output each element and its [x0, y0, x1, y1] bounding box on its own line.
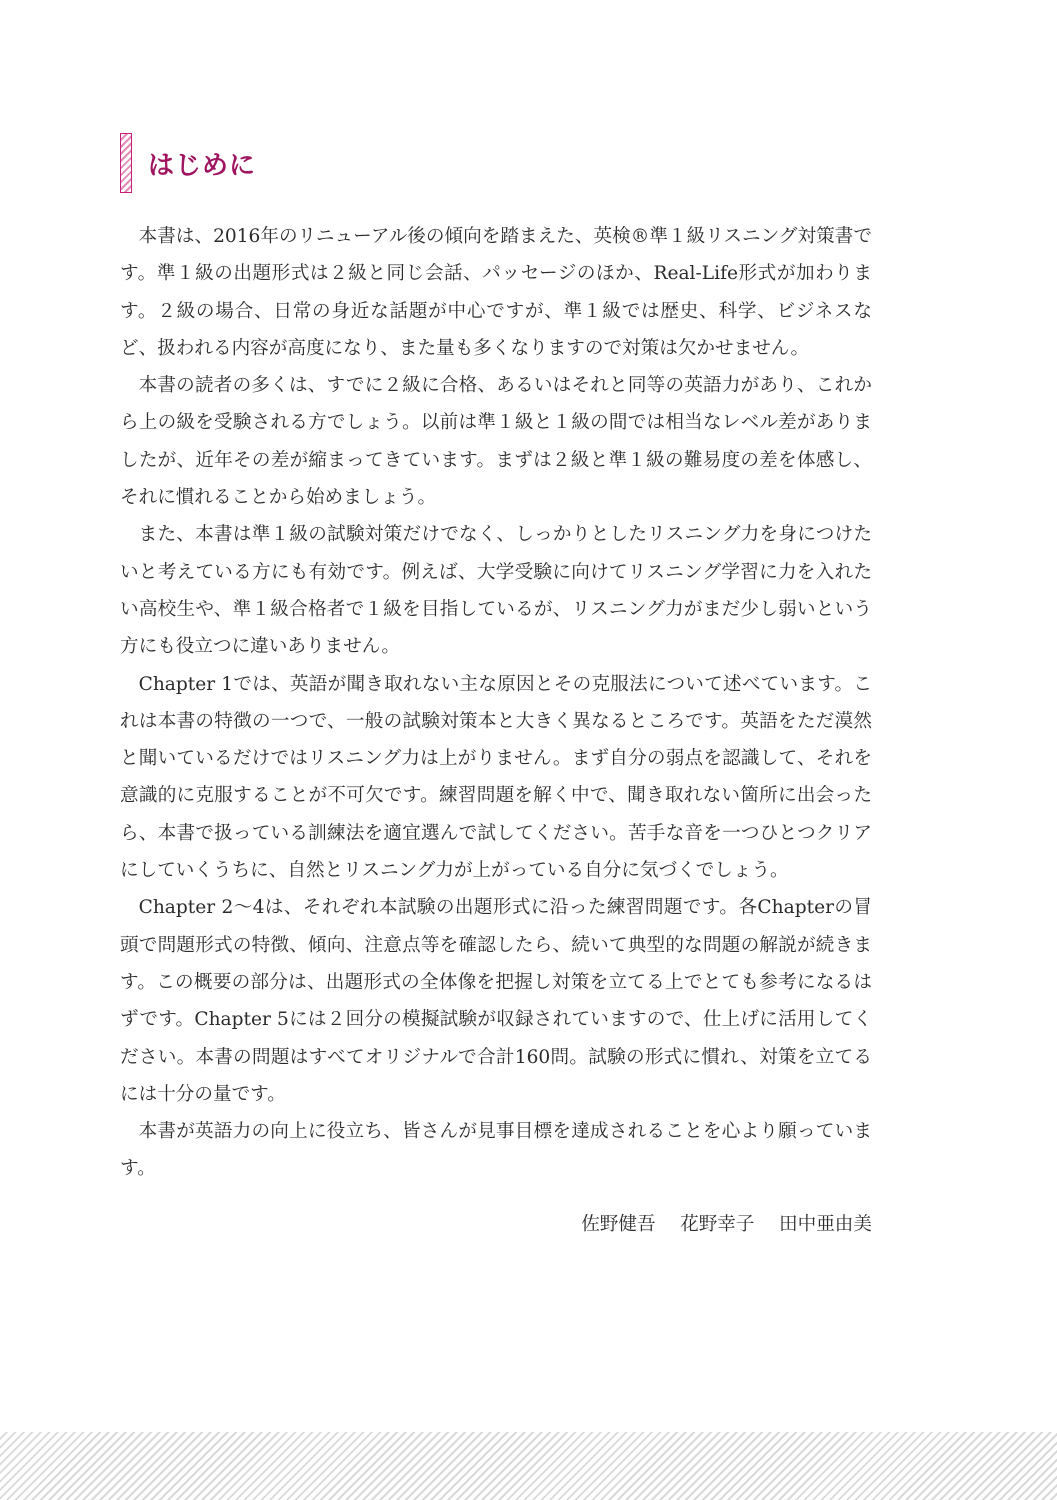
- paragraph: また、本書は準１級の試験対策だけでなく、しっかりとしたリスニング力を身につけたいと考えている方にも有効です。例えば、大学受験に向けてリスニング学習に力を入れたい高校生や、準１級合格者で１級を目指しているが、リスニング力がまだ少し弱いという方にも役立つに違いありません。: [120, 524, 872, 658]
- author-name: 田中亜由美: [779, 1214, 872, 1235]
- paragraph: 本書が英語力の向上に役立ち、皆さんが見事目標を達成されることを心より願っています。: [120, 1121, 872, 1180]
- paragraph: 本書は、2016年のリニューアル後の傾向を踏まえた、英検®準１級リスニング対策書です。準１級の出題形式は２級と同じ会話、パッセージのほか、Real-Life形式が加わります。２級の場合、日常の身近な話題が中心ですが、準１級では歴史、科学、ビジネスなど、扱われる内容が高度になり、また量も多くなりますので対策は欠かせません。: [120, 226, 872, 359]
- preface-body: [120, 218, 872, 1188]
- heading-accent-bar: [120, 133, 132, 193]
- footer-stripe-band: [0, 1432, 1057, 1500]
- page-title: はじめに: [148, 150, 257, 181]
- paragraph: 本書の読者の多くは、すでに２級に合格、あるいはそれと同等の英語力があり、これから上の級を受験される方でしょう。以前は準１級と１級の間では相当なレベル差がありましたが、近年その差が縮まってきています。まずは２級と準１級の難易度の差を体感し、それに慣れることから始めましょう。: [120, 375, 872, 509]
- author-name: 花野幸子: [680, 1214, 755, 1235]
- paragraph: Chapter 1では、英語が聞き取れない主な原因とその克服法について述べています。これは本書の特徴の一つで、一般の試験対策本と大きく異なるところです。英語をただ漠然と聞いているだけではリスニング力は上がりません。まず自分の弱点を認識して、それを意識的に克服することが不可欠です。練習問題を解く中で、聞き取れない箇所に出会ったら、本書で扱っている訓練法を適宜選んで試してください。苦手な音を一つひとつクリアにしていくうちに、自然とリスニング力が上がっている自分に気づくでしょう。: [120, 673, 872, 882]
- author-name: 佐野健吾: [581, 1214, 656, 1235]
- paragraph: Chapter 2～4は、それぞれ本試験の出題形式に沿った練習問題です。各Chapterの冒頭で問題形式の特徴、傾向、注意点等を確認したら、続いて典型的な問題の解説が続きます。この概要の部分は、出題形式の全体像を把握し対策を立てる上でとても参考になるはずです。Chapter 5には２回分の模擬試験が収録されていますので、仕上げに活用してください。本書の問題はすべてオリジナルで合計160問。試験の形式に慣れ、対策を立てるには十分の量です。: [120, 897, 872, 1105]
- author-credits: [581, 1206, 872, 1243]
- section-heading: [120, 133, 256, 193]
